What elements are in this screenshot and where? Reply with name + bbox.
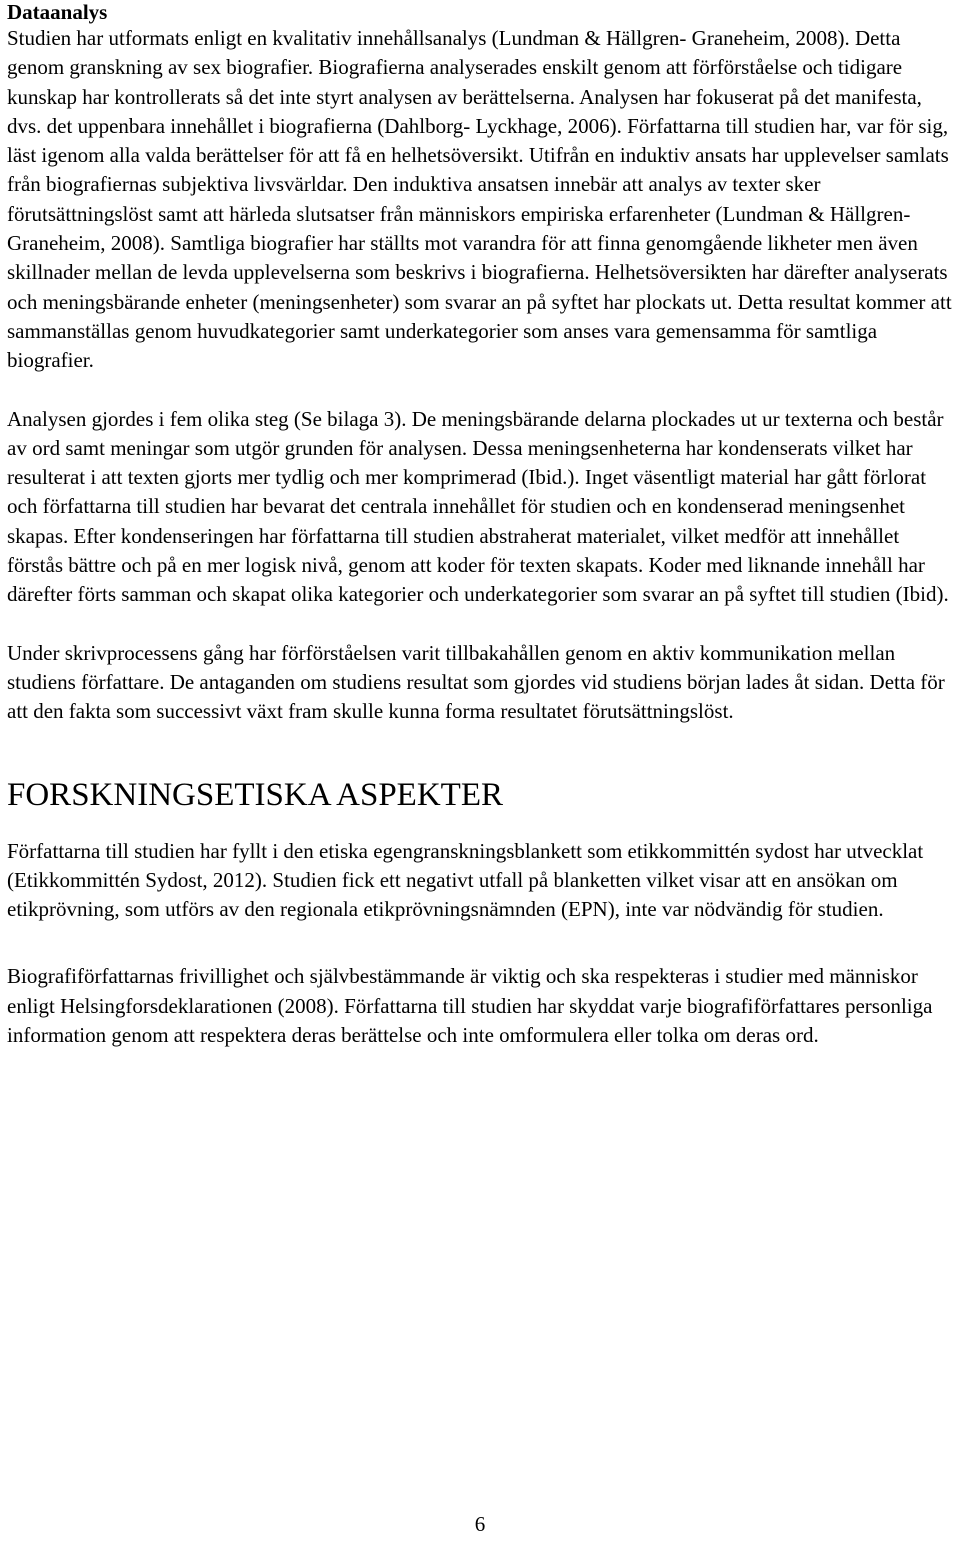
paragraph-dataanalys-1: Studien har utformats enligt en kvalitativ innehållsanalys (Lundman & Hällgren- Graneheim, 2008). Detta genom granskning av sex biografier. Biografierna analyserades enskilt genom att förförståelse och tidigare kunskap har kontrollerats så det inte styrt analysen av berättelserna. Analysen har fokuserat på det manifesta, dvs. det uppenbara innehållet i biografierna (Dahlborg- Lyckhage, 2006). Författarna till studien har, var för sig, läst igenom alla valda berättelser för att få en helhetsöversikt. Utifrån en induktiv ansats har upplevelser samlats från biografiernas subjektiva livsvärldar. Den induktiva ansatsen innebär att analys av texter sker förutsättningslöst samt att härleda slutsatser från människors empiriska erfarenheter (Lundman & Hällgren- Graneheim, 2008). Samtliga biografier har ställts mot varandra för att finna genomgående likheter men även skillnader mellan de levda upplevelserna som beskrivs i biografierna. Helhetsöversikten har därefter analyserats och meningsbärande enheter (meningsenheter) som svarar an på syftet har plockats ut. Detta resultat kommer att sammanställas genom huvudkategorier samt underkategorier som anses vara gemensamma för samtliga biografier. bbox=[7, 26, 952, 373]
paragraph-dataanalys-2: Analysen gjordes i fem olika steg (Se bilaga 3). De meningsbärande delarna plockades ut ur texterna och består av ord samt meningar som utgör grunden för analysen. Dessa meningsenheterna har kondenserats vilket har resulterat i att texten gjorts mer tydlig och mer komprimerad (Ibid.). Inget väsentligt material har gått förlorat och författarna till studien har bevarat det centrala innehållet för studien och en kondenserad meningsenhet skapas. Efter kondenseringen har författarna till studien abstraherat materialet, vilket medför att innehållet förstås bättre och på en mer logisk nivå, genom att koder för texten skapats. Koder med liknande innehåll har därefter förts samman och skapat olika kategorier och underkategorier som svarar an på syftet till studien (Ibid). bbox=[7, 406, 949, 607]
paragraph-etik-2: Biografiförfattarnas frivillighet och självbestämmande är viktig och ska respekteras i studier med människor enligt Helsingforsdeklarationen (2008). Författarna till studien har skyddat varje biografiförfattares personliga information genom att respektera deras berättelse och inte omformulera eller tolka om deras ord. bbox=[7, 964, 933, 1048]
section-heading-dataanalys: Dataanalys bbox=[7, 0, 108, 24]
page-number: 6 bbox=[474, 1512, 486, 1536]
paragraph-etik-1: Författarna till studien har fyllt i den etiska egengranskningsblankett som etikkommittén sydost har utvecklat (Etikkommittén Sydost, 2012). Studien fick ett negativt utfall på blanketten vilket visar att en ansökan om etikprövning, som utförs av den regionala etikprövningsnämnden (EPN), inte var nödvändig för studien. bbox=[7, 838, 924, 922]
document-page bbox=[7, 0, 953, 1050]
chapter-heading-forskningsetiska-aspekter: FORSKNINGSETISKA ASPEKTER bbox=[7, 776, 503, 813]
paragraph-dataanalys-3: Under skrivprocessens gång har förförståelsen varit tillbakahållen genom en aktiv kommunikation mellan studiens författare. De antaganden om studiens resultat som gjordes vid studiens början lades åt sidan. Detta för att den fakta som successivt växt fram skulle kunna forma resultatet förutsättningslöst. bbox=[7, 640, 945, 724]
